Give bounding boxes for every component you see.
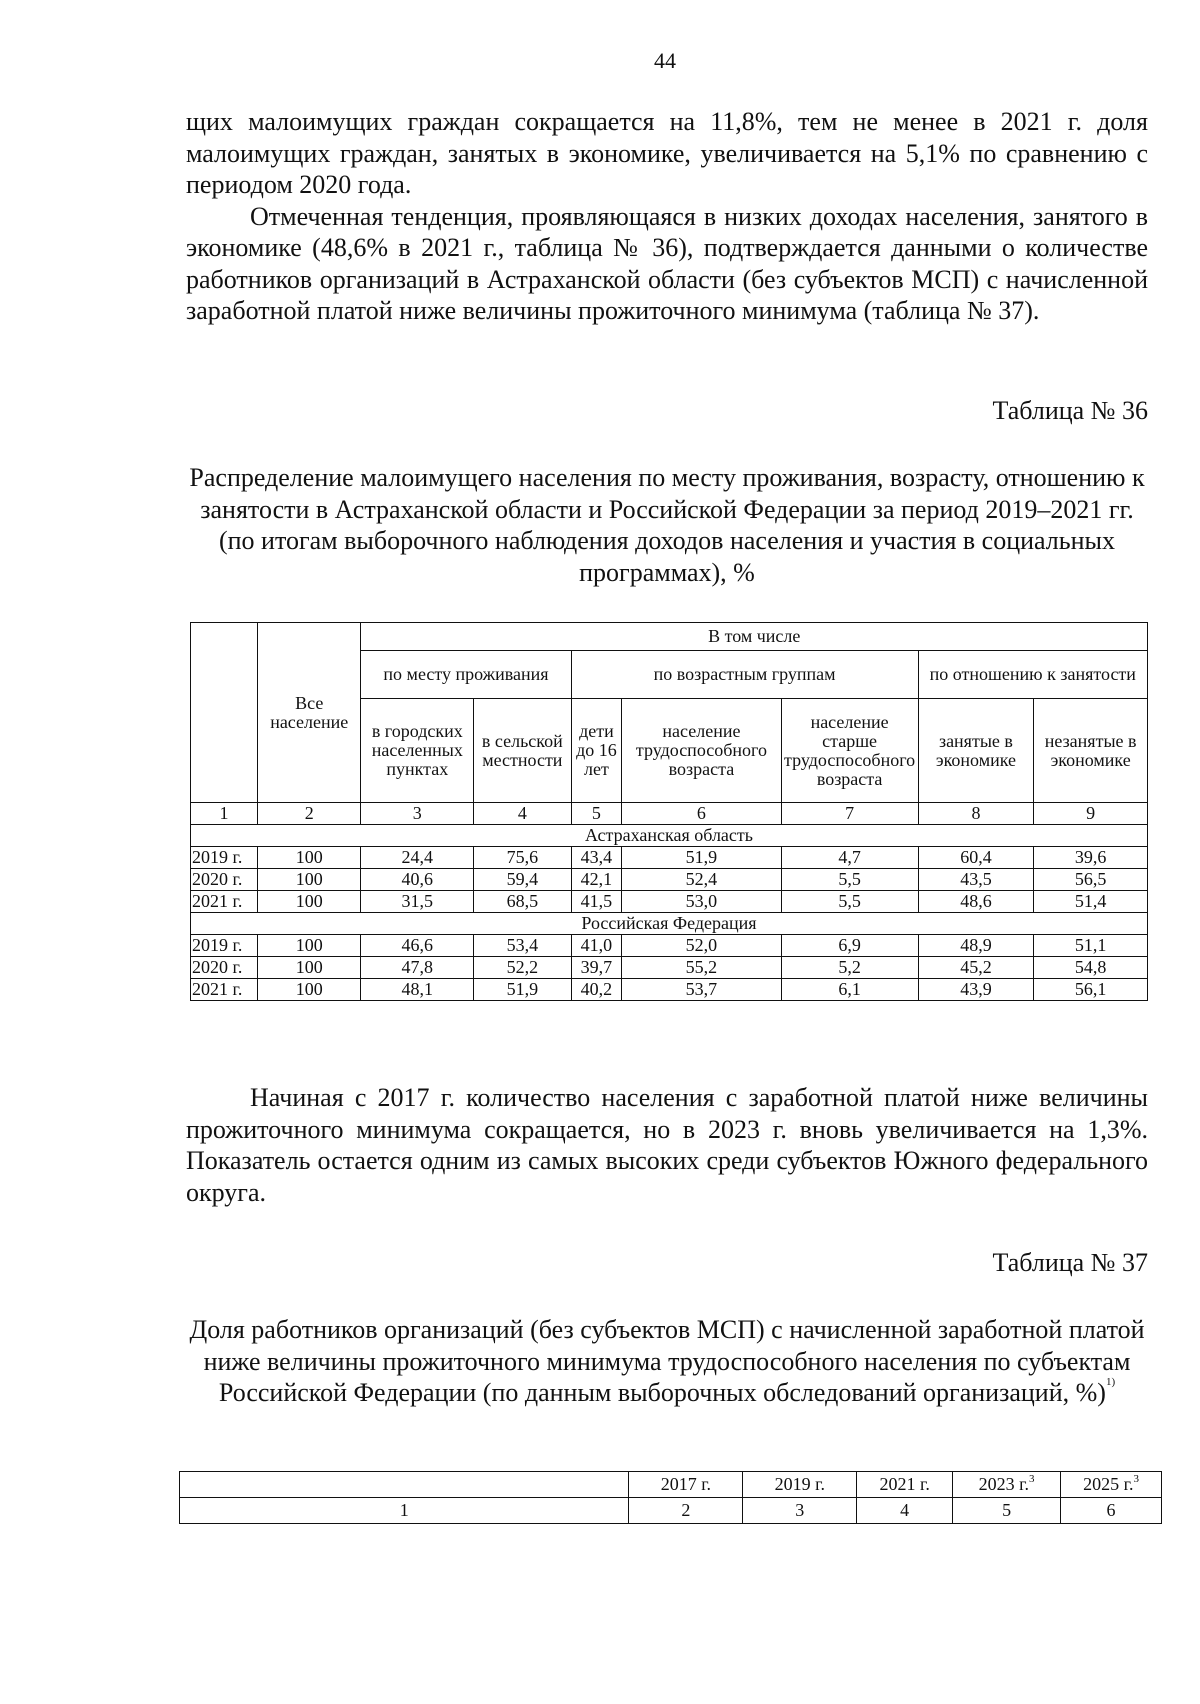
column-number: 7	[781, 803, 918, 825]
table-cell: 5,5	[781, 891, 918, 913]
table-cell: 53,7	[622, 979, 781, 1001]
table-cell: 59,4	[474, 869, 571, 891]
table-cell: 52,4	[622, 869, 781, 891]
table-cell: 51,4	[1034, 891, 1148, 913]
table-cell: 100	[257, 979, 361, 1001]
section-title: Астраханская область	[191, 825, 1148, 847]
table-cell: 54,8	[1034, 957, 1148, 979]
header-including: В том числе	[361, 623, 1148, 651]
column-number: 1	[180, 1498, 629, 1524]
table-cell: 40,2	[571, 979, 622, 1001]
intro-text	[186, 106, 1148, 327]
column-number: 4	[857, 1498, 953, 1524]
paragraph-salary: Начиная с 2017 г. количество населения с заработной платой ниже величины прожиточного минимума сокращается, но в 2023 г. вновь увеличивается на 1,3%. Показатель остается одним из самых высоких среди субъектов Южного федерального округа.	[186, 1083, 1148, 1207]
table-cell: 100	[257, 891, 361, 913]
row-year: 2020 г.	[191, 957, 258, 979]
header-by-age: по возрастным группам	[571, 651, 918, 699]
column-number: 6	[622, 803, 781, 825]
column-number: 3	[361, 803, 474, 825]
table36	[190, 622, 1148, 1001]
table-row	[191, 847, 1148, 869]
table-cell: 4,7	[781, 847, 918, 869]
table-cell: 100	[257, 957, 361, 979]
table-cell: 100	[257, 935, 361, 957]
table-cell: 100	[257, 847, 361, 869]
table-cell: 68,5	[474, 891, 571, 913]
row-year: 2021 г.	[191, 891, 258, 913]
table-cell: 41,0	[571, 935, 622, 957]
table37-title	[186, 1314, 1148, 1409]
header-unemployed: незанятые в экономике	[1034, 699, 1148, 803]
header-working-age: население трудоспособного возраста	[622, 699, 781, 803]
table-cell: 52,0	[622, 935, 781, 957]
table-cell: 47,8	[361, 957, 474, 979]
table-cell: 41,5	[571, 891, 622, 913]
table-row	[191, 891, 1148, 913]
column-numbers-row	[180, 1498, 1162, 1524]
table-cell: 31,5	[361, 891, 474, 913]
table-cell: 55,2	[622, 957, 781, 979]
column-number: 2	[629, 1498, 743, 1524]
header-employed: занятые в экономике	[918, 699, 1034, 803]
column-number: 8	[918, 803, 1034, 825]
table-cell: 43,5	[918, 869, 1034, 891]
table-cell: 75,6	[474, 847, 571, 869]
year-header: 2017 г.	[629, 1472, 743, 1498]
column-number: 3	[743, 1498, 857, 1524]
table37-title-text: Доля работников организаций (без субъектов МСП) с начисленной заработной платой ниже величины прожиточного минимума трудоспособного населения по субъектам Российской Федерации (по данным выборочных обследований организаций, %)	[189, 1315, 1145, 1407]
table-cell: 42,1	[571, 869, 622, 891]
page-number: 44	[654, 48, 676, 73]
row-year: 2019 г.	[191, 847, 258, 869]
column-number: 5	[571, 803, 622, 825]
table-cell: 56,5	[1034, 869, 1148, 891]
table-cell: 48,1	[361, 979, 474, 1001]
table-cell: 56,1	[1034, 979, 1148, 1001]
footnote-mark: 1)	[1105, 1376, 1116, 1388]
table-cell: 39,7	[571, 957, 622, 979]
table-cell: 45,2	[918, 957, 1034, 979]
header-by-employment: по отношению к занятости	[918, 651, 1147, 699]
table-cell: 43,4	[571, 847, 622, 869]
section-title: Российская Федерация	[191, 913, 1148, 935]
table-cell: 51,1	[1034, 935, 1148, 957]
table36-title: Распределение малоимущего населения по месту проживания, возрасту, отношению к занятости в Астраханской области и Российской Федерации за период 2019–2021 гг. (по итогам выборочного наблюдения доходов населения и участия в социальных программах), %	[189, 463, 1145, 587]
table-cell: 48,6	[918, 891, 1034, 913]
table-row	[191, 957, 1148, 979]
table-cell: 40,6	[361, 869, 474, 891]
table-cell: 6,1	[781, 979, 918, 1001]
paragraph-trend: Отмеченная тенденция, проявляющаяся в низких доходах населения, занятого в экономике (48,6% в 2021 г., таблица № 36), подтверждается данными о количестве работников организаций в Астраханской области (без субъектов МСП) с начисленной заработной платой ниже величины прожиточного минимума (таблица № 37).	[186, 201, 1148, 325]
table-cell: 51,9	[474, 979, 571, 1001]
table-cell: 39,6	[1034, 847, 1148, 869]
row-year: 2020 г.	[191, 869, 258, 891]
header-over-working-age: население старше трудоспособного возраста	[781, 699, 918, 803]
column-number: 9	[1034, 803, 1148, 825]
table-row	[191, 935, 1148, 957]
year-header: 2019 г.	[743, 1472, 857, 1498]
middle-text	[186, 1082, 1148, 1208]
table-cell: 46,6	[361, 935, 474, 957]
table-cell: 100	[257, 869, 361, 891]
header-urban: в городских населенных пунктах	[361, 699, 474, 803]
column-number: 5	[953, 1498, 1061, 1524]
table-cell: 53,4	[474, 935, 571, 957]
table-cell: 5,2	[781, 957, 918, 979]
table-row	[191, 979, 1148, 1001]
header-empty	[191, 623, 258, 803]
year-header: 2023 г.$^3$	[953, 1472, 1061, 1498]
header-children: дети до 16 лет	[571, 699, 622, 803]
year-header: 2021 г.	[857, 1472, 953, 1498]
row-year: 2021 г.	[191, 979, 258, 1001]
column-number: 4	[474, 803, 571, 825]
table36-label: Таблица № 36	[992, 396, 1148, 425]
table-cell: 60,4	[918, 847, 1034, 869]
column-number: 1	[191, 803, 258, 825]
table-cell: 6,9	[781, 935, 918, 957]
header-all-population: Все население	[257, 623, 361, 803]
table-cell: 48,9	[918, 935, 1034, 957]
column-numbers-row	[191, 803, 1148, 825]
row-year: 2019 г.	[191, 935, 258, 957]
table-cell: 24,4	[361, 847, 474, 869]
table-cell: 51,9	[622, 847, 781, 869]
year-header: 2025 г.$^3$	[1061, 1472, 1162, 1498]
table37-label: Таблица № 37	[992, 1248, 1148, 1277]
table-cell: 53,0	[622, 891, 781, 913]
table-cell: 43,9	[918, 979, 1034, 1001]
table-row	[191, 869, 1148, 891]
column-number: 2	[257, 803, 361, 825]
header-rural: в сельской местности	[474, 699, 571, 803]
column-number: 6	[1061, 1498, 1162, 1524]
header-by-residence: по месту проживания	[361, 651, 571, 699]
table-cell: 5,5	[781, 869, 918, 891]
header-empty	[180, 1472, 629, 1498]
paragraph-continuation: щих малоимущих граждан сокращается на 11,8%, тем не менее в 2021 г. доля малоимущих граждан, занятых в экономике, увеличивается на 5,1% по сравнению с периодом 2020 года.	[186, 107, 1148, 199]
table-cell: 52,2	[474, 957, 571, 979]
table37	[179, 1471, 1162, 1524]
